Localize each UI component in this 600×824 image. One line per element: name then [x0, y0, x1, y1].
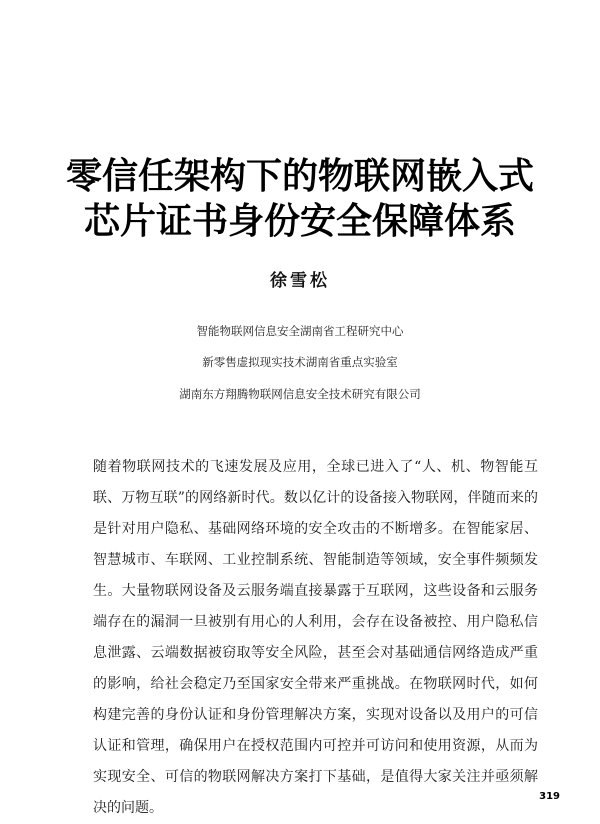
title-line-2: 芯片证书身份安全保障体系	[83, 200, 516, 242]
affiliation-2: 新零售虚拟现实技术湖南省重点实验室	[202, 355, 398, 369]
body-text	[93, 452, 538, 824]
title-line-1: 零信任架构下的物联网嵌入式	[65, 155, 534, 197]
body-paragraph: 随着物联网技术的飞速发展及应用，全球已进入了“人、机、物智能互联、万物互联”的网络新时代。数以亿计的设备接入物联网，伴随而来的是针对用户隐私、基础网络环境的安全攻击的不断增多。在智能家居、智慧城市、车联网、工业控制系统、智能制造等领域，安全事件频频发生。大量物联网设备及云服务端直接暴露于互联网，这些设备和云服务端存在的漏洞一旦被别有用心的人利用，会存在设备被控、用户隐私信息泄露、云端数据被窃取等安全风险，甚至会对基础通信网络造成严重的影响，给社会稳定乃至国家安全带来严重挑战。在物联网时代，如何构建完善的身份认证和身份管理解决方案，实现对设备以及用户的可信认证和管理，确保用户在授权范围内可控并可访问和使用资源，从而为实现安全、可信的物联网解决方案打下基础，是值得大家关注并亟须解决的问题。	[93, 459, 538, 816]
affiliation-1: 智能物联网信息安全湖南省工程研究中心	[196, 324, 404, 338]
affiliation-3: 湖南东方翔腾物联网信息安全技术研究有限公司	[179, 387, 421, 401]
author-name: 徐雪松	[270, 271, 330, 291]
page-number: 319	[539, 791, 560, 802]
